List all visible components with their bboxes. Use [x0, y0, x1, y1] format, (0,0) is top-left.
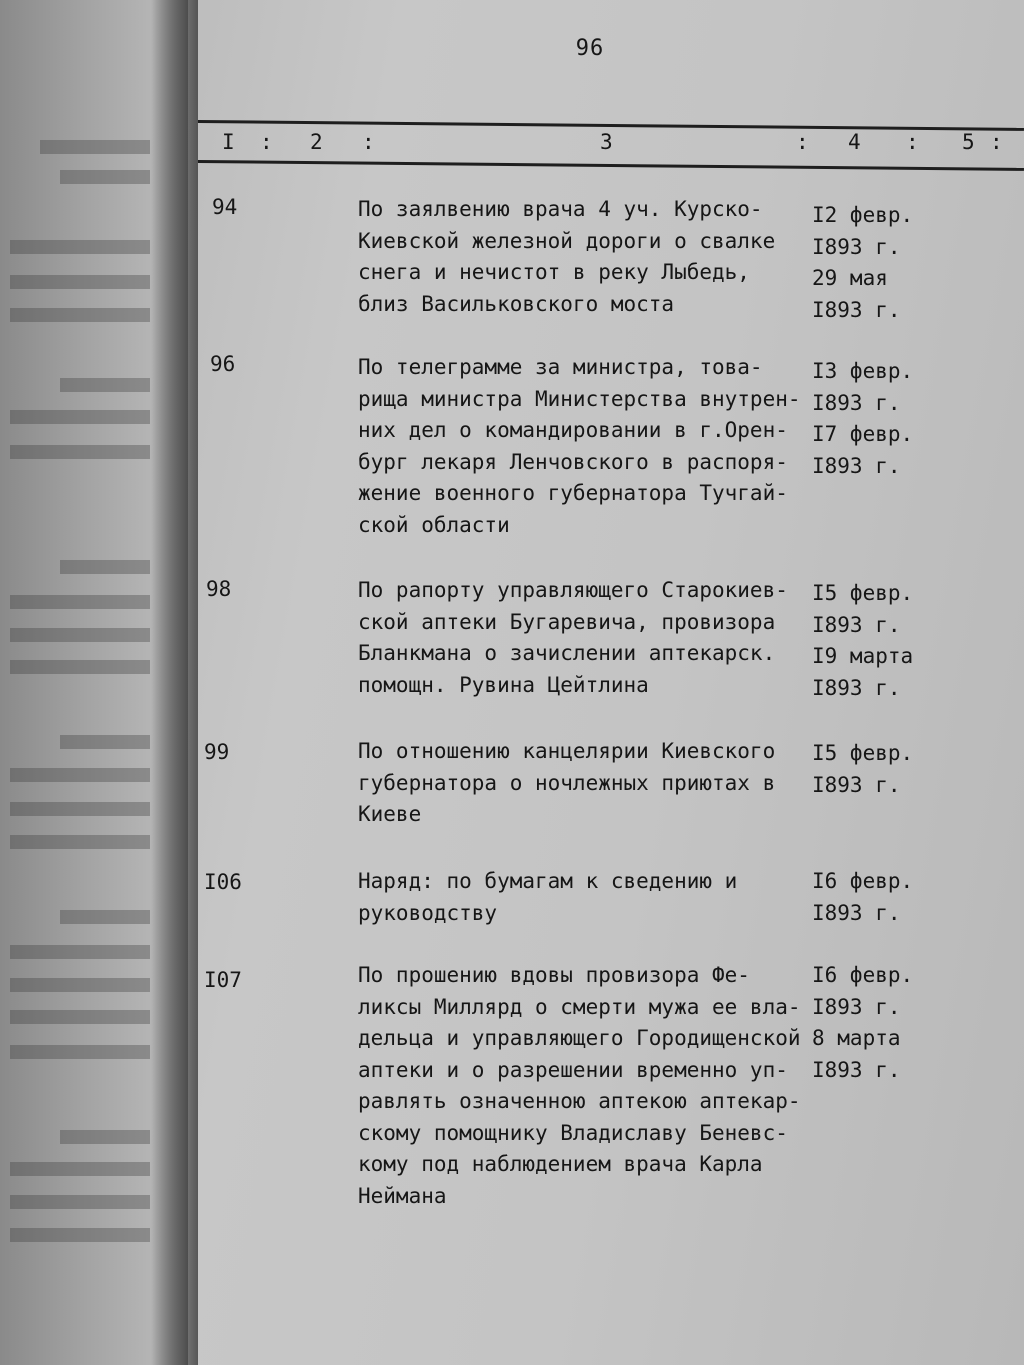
column-header-2: 2 — [310, 130, 323, 154]
entry-dates: I6 февр. I893 г. 8 марта I893 г. — [812, 963, 914, 1082]
entry-text: По рапорту управляющего Старокиев- ской аптеки Бугаревича, провизора Бланкмана о зачислении аптекарск. помощн. Рувина Цейтлина — [358, 578, 788, 697]
entry-number: 98 — [206, 577, 232, 601]
column-separator: : — [362, 130, 375, 154]
column-header-3: 3 — [600, 130, 613, 154]
column-separator: : — [796, 130, 809, 154]
page-number: 96 — [575, 36, 605, 61]
column-header-1: I — [222, 130, 235, 154]
entry-dates: I2 февр. I893 г. 29 мая I893 г. — [812, 203, 914, 322]
entry-number: I07 — [204, 968, 242, 992]
entry-text: По отношению канцелярии Киевского губернатора о ночлежных приютах в Киеве — [358, 739, 776, 826]
entry-dates: I3 февр. I893 г. I7 февр. I893 г. — [812, 359, 914, 478]
column-separator: : — [906, 130, 919, 154]
entry-number: 99 — [204, 740, 230, 764]
entry-text: По телеграмме за министра, това- рища министра Министерства внутрен- них дел о командировании в г.Орен- бург лекаря Ленчовского в распоря- жение военного губернатора Тучгай- ской области — [358, 355, 801, 537]
entry-text: Наряд: по бумагам к сведению и руководству — [358, 869, 738, 925]
entry-text: По заялвению врача 4 уч. Курско- Киевской железной дороги о свалке снега и нечистот в реку Лыбедь, близ Васильковского моста — [358, 197, 776, 316]
book-gutter-shadow — [150, 0, 198, 1365]
entry-dates: I5 февр. I893 г. — [812, 741, 914, 797]
column-header-5: 5 — [962, 130, 975, 154]
column-header-4: 4 — [848, 130, 861, 154]
entry-dates: I6 февр. I893 г. — [812, 869, 914, 925]
entry-number: 94 — [212, 195, 238, 219]
column-separator: : — [990, 130, 1003, 154]
entry-dates: I5 февр. I893 г. I9 марта I893 г. — [812, 581, 914, 700]
entry-number: 96 — [210, 352, 236, 376]
entry-text: По прошению вдовы провизора Фе- ликсы Миллярд о смерти мужа ее вла- дельца и управляющего Городищенской аптеки и о разрешении временно уп- равлять означенною аптекою аптекар- скому помощнику Владиславу Беневс- кому под наблюдением врача Карла Неймана — [358, 963, 801, 1208]
column-separator: : — [260, 130, 273, 154]
entry-number: I06 — [204, 870, 242, 894]
